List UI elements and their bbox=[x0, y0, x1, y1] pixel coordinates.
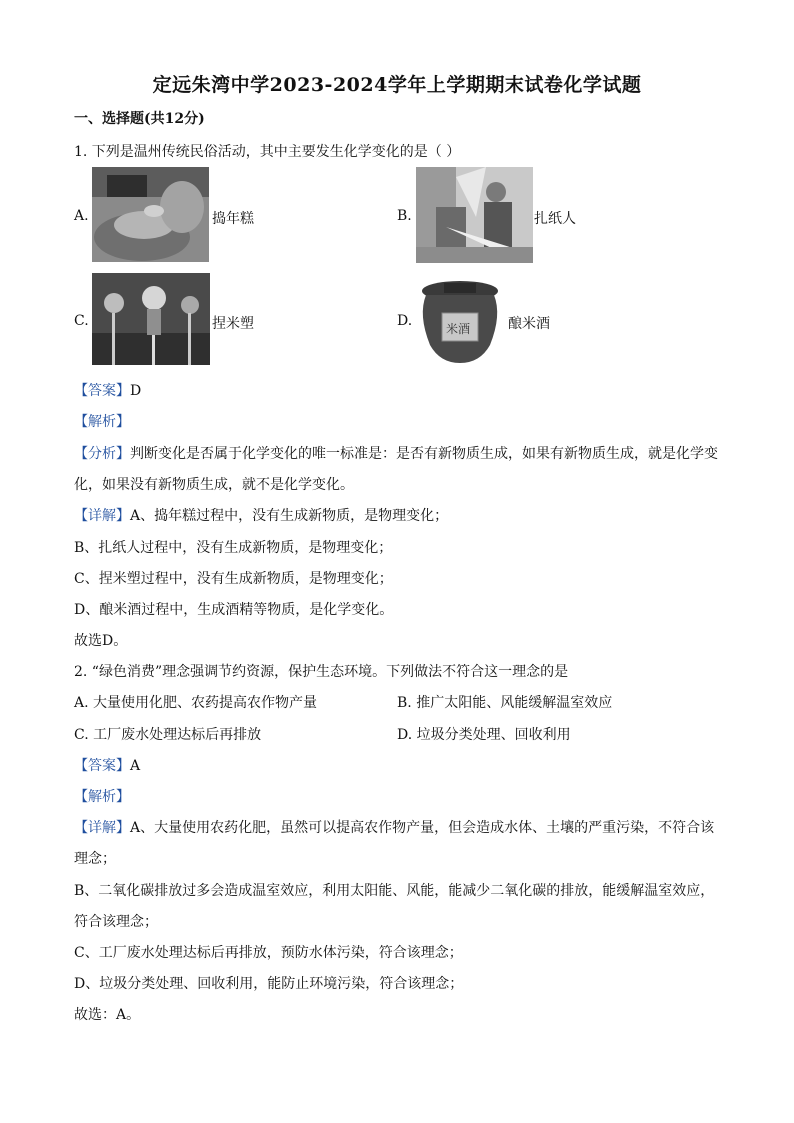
q1-fenxi-line-1 bbox=[74, 443, 718, 463]
analysis-tag: 【解析】 bbox=[74, 789, 130, 805]
document-title: 定远朱湾中学2023-2024学年上学期期末试卷化学试题 bbox=[152, 74, 642, 96]
q1-option-a-letter: A. bbox=[74, 208, 89, 224]
q2-option-c: C. 工厂废水处理达标后再排放 bbox=[74, 727, 262, 743]
q1-option-d-caption: 酿米酒 bbox=[508, 316, 550, 332]
jar-label-text: 米酒 bbox=[446, 322, 471, 336]
q2-option-d: D. 垃圾分类处理、回收利用 bbox=[397, 727, 571, 743]
pounding-rice-cake-photo bbox=[92, 167, 209, 262]
analysis-tag: 【解析】 bbox=[74, 414, 130, 430]
q1-fenxi-line-2: 化，如果没有新物质生成，就不是化学变化。 bbox=[74, 477, 354, 493]
q2-conclusion: 故选：A。 bbox=[74, 1007, 141, 1023]
answer-value: A bbox=[130, 758, 141, 774]
q2-detail-c: C、工厂废水处理达标后再排放，预防水体污染，符合该理念； bbox=[74, 945, 463, 961]
q2-detail-d: D、垃圾分类处理、回收利用，能防止环境污染，符合该理念； bbox=[74, 976, 464, 992]
paper-figure-photo bbox=[416, 167, 533, 263]
q2-detail-a-line-2: 理念； bbox=[74, 851, 116, 867]
q1-option-c-letter: C. bbox=[74, 313, 89, 329]
q2-detail-a-line-1 bbox=[74, 817, 714, 837]
q2-option-a: A. 大量使用化肥、农药提高农作物产量 bbox=[74, 695, 318, 711]
detail-a-text: A、大量使用农药化肥，虽然可以提高农作物产量，但会造成水体、土壤的严重污染，不符合该 bbox=[130, 820, 715, 836]
q1-option-d-letter: D. bbox=[397, 313, 413, 329]
answer-value: D bbox=[130, 383, 142, 399]
q1-detail-b: B、扎纸人过程中，没有生成新物质，是物理变化； bbox=[74, 540, 393, 556]
q1-option-b-letter: B. bbox=[397, 208, 412, 224]
q1-detail-c: C、捏米塑过程中，没有生成新物质，是物理变化； bbox=[74, 571, 393, 587]
q1-option-c-caption: 捏米塑 bbox=[212, 316, 254, 332]
q2-answer-line bbox=[74, 755, 140, 775]
q1-detail-d: D、酿米酒过程中，生成酒精等物质，是化学变化。 bbox=[74, 602, 394, 618]
detail-tag: 【详解】 bbox=[74, 508, 130, 524]
q1-detail-a bbox=[74, 505, 448, 525]
answer-tag: 【答案】 bbox=[74, 383, 130, 399]
q1-conclusion: 故选D。 bbox=[74, 633, 128, 649]
q2-option-b: B. 推广太阳能、风能缓解温室效应 bbox=[397, 695, 613, 711]
fenxi-tag: 【分析】 bbox=[74, 446, 130, 462]
rice-sculpture-photo bbox=[92, 273, 210, 365]
detail-tag: 【详解】 bbox=[74, 820, 130, 836]
q2-detail-b-line-1: B、二氧化碳排放过多会造成温室效应，利用太阳能、风能，能减少二氧化碳的排放，能缓解温室效应， bbox=[74, 883, 715, 899]
section-heading: 一、选择题(共12分) bbox=[74, 111, 205, 127]
rice-wine-jar-photo bbox=[416, 275, 504, 365]
q2-stem: 2. “绿色消费”理念强调节约资源，保护生态环境。下列做法不符合这一理念的是 bbox=[74, 664, 569, 680]
q1-stem: 1. 下列是温州传统民俗活动，其中主要发生化学变化的是（ ） bbox=[74, 144, 461, 160]
fenxi-text-1: 判断变化是否属于化学变化的唯一标准是：是否有新物质生成，如果有新物质生成，就是化学变 bbox=[130, 446, 718, 462]
q1-option-b-caption: 扎纸人 bbox=[534, 211, 576, 227]
answer-tag: 【答案】 bbox=[74, 758, 130, 774]
detail-a-text: A、捣年糕过程中，没有生成新物质，是物理变化； bbox=[130, 508, 449, 524]
q1-option-a-caption: 捣年糕 bbox=[212, 211, 254, 227]
q1-answer-line bbox=[74, 380, 141, 400]
q2-detail-b-line-2: 符合该理念； bbox=[74, 914, 158, 930]
